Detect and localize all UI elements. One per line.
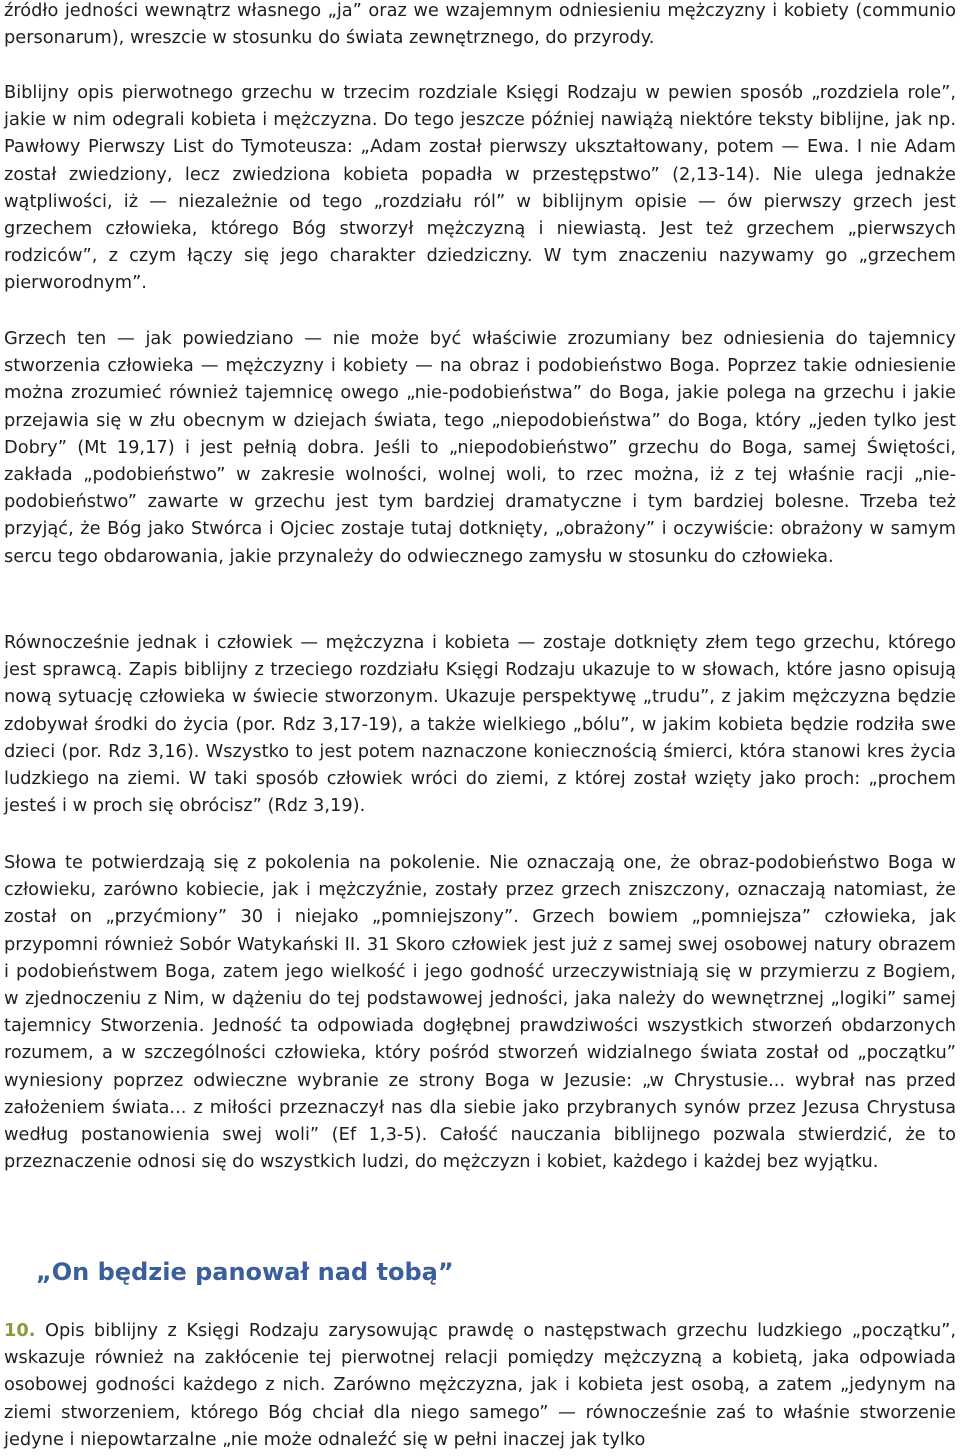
paragraph-3 <box>4 325 956 570</box>
section-number: 10. <box>4 1320 36 1341</box>
section-heading: „On będzie panował nad tobą” <box>36 1258 454 1286</box>
paragraph-2-text: Biblijny opis pierwotnego grzechu w trzecim rozdziale Księgi Rodzaju w pewien sposób „rozdziela role”, jakie w nim odegrali kobieta i mężczyzna. Do tego jeszcze później nawiążą niektóre teksty biblijne, jak np. Pawłowy Pierwszy List do Tymoteusza: „Adam został pierwszy ukształtowany, potem — Ewa. I nie Adam został zwiedziony, lecz zwiedziona kobieta popadła w przestępstwo” (2,13-14). Nie ulega jednakże wątpliwości, iż — niezależnie od tego „rozdziału ról” w biblijnym opisie — ów pierwszy grzech jest grzechem człowieka, którego Bóg stworzył mężczyzną i niewiastą. Jest też grzechem „pierwszych rodziców”, z czym łączy się jego charakter dziedziczny. W tym znaczeniu nazywamy go „grzechem pierworodnym”. <box>4 82 956 294</box>
paragraph-3-text: Grzech ten — jak powiedziano — nie może być właściwie zrozumiany bez odniesienia do tajemnicy stworzenia człowieka — mężczyzny i kobiety — na obraz i podobieństwo Boga. Poprzez takie odniesienie można zrozumieć również tajemnicę owego „nie-podobieństwa” do Boga, jakie polega na grzechu i jakie przejawia się w złu obecnym w dziejach świata, tego „niepodobieństwa” do Boga, który „jeden tylko jest Dobry” (Mt 19,17) i jest pełnią dobra. Jeśli to „niepodobieństwo” grzechu do Boga, samej Świętości, zakłada „podobieństwo” w zakresie wolności, wolnej woli, to rzec można, iż z tej właśnie racji „nie-podobieństwo” zawarte w grzechu jest tym bardziej dramatyczne i tym bardziej bolesne. Trzeba też przyjąć, że Bóg jako Stwórca i Ojciec zostaje tutaj dotknięty, „obrażony” i oczywiście: obrażony w samym sercu tego obdarowania, jakie przynależy do odwiecznego zamysłu w stosunku do człowieka. <box>4 328 956 567</box>
paragraph-5 <box>4 849 956 1175</box>
paragraph-6-text: Opis biblijny z Księgi Rodzaju zarysowując prawdę o następstwach grzechu ludzkiego „początku”, wskazuje również na zakłócenie tej pierwotnej relacji pomiędzy mężczyzną a kobietą, jaka odpowiada osobowej godności każdego z nich. Zarówno mężczyzna, jak i kobieta jest osobą, a zatem „jedynym na ziemi stworzeniem, którego Bóg chciał dla niego samego” — równocześnie zaś to właśnie stworzenie jedyne i niepowtarzalne „nie może odnaleźć się w pełni inaczej jak tylko <box>4 1320 956 1450</box>
paragraph-6 <box>4 1317 956 1453</box>
paragraph-1-text: źródło jedności wewnątrz własnego „ja” oraz we wzajemnym odniesieniu mężczyzny i kobiety (communio personarum), wreszcie w stosunku do świata zewnętrznego, do przyrody. <box>4 0 956 49</box>
paragraph-1 <box>4 0 956 51</box>
paragraph-5-text: Słowa te potwierdzają się z pokolenia na pokolenie. Nie oznaczają one, że obraz-podobieństwo Boga w człowieku, zarówno kobiecie, jak i mężczyźnie, zostały przez grzech zniszczony, oznaczają natomiast, że został on „przyćmiony” 30 i niejako „pomniejszony”. Grzech bowiem „pomniejsza” człowieka, jak przypomni również Sobór Watykański II. 31 Skoro człowiek jest już z samej swej osobowej natury obrazem i podobieństwem Boga, zatem jego wielkość i jego godność urzeczywistniają się w przymierzu z Bogiem, w zjednoczeniu z Nim, w dążeniu do tej podstawowej jedności, jaka należy do wewnętrznej „logiki” samej tajemnicy Stworzenia. Jedność ta odpowiada dogłębnej prawdziwości wszystkich stworzeń obdarzonych rozumem, a w szczególności człowieka, który pośród stworzeń widzialnego świata został od „początku” wyniesiony poprzez odwieczne wybranie ze strony Boga w Jezusie: „w Chrystusie... wybrał nas przed założeniem świata... z miłości przeznaczył nas dla siebie jako przybranych synów przez Jezusa Chrystusa według postanowienia swej woli” (Ef 1,3-5). Całość nauczania biblijnego pozwala stwierdzić, że to przeznaczenie odnosi się do wszystkich ludzi, do mężczyzn i kobiet, każdego i każdej bez wyjątku. <box>4 852 956 1173</box>
paragraph-4 <box>4 629 956 819</box>
paragraph-4-text: Równocześnie jednak i człowiek — mężczyzna i kobieta — zostaje dotknięty złem tego grzechu, którego jest sprawcą. Zapis biblijny z trzeciego rozdziału Księgi Rodzaju ukazuje to w słowach, które jasno opisują nową sytuację człowieka w świecie stworzonym. Ukazuje perspektywę „trudu”, z jakim mężczyzna będzie zdobywał środki do życia (por. Rdz 3,17-19), a także wielkiego „bólu”, w jakim kobieta będzie rodziła swe dzieci (por. Rdz 3,16). Wszystko to jest potem naznaczone koniecznością śmierci, która stanowi kres życia ludzkiego na ziemi. W taki sposób człowiek wróci do ziemi, z której został wzięty jako proch: „prochem jesteś i w proch się obrócisz” (Rdz 3,19). <box>4 632 956 817</box>
paragraph-2 <box>4 79 956 297</box>
